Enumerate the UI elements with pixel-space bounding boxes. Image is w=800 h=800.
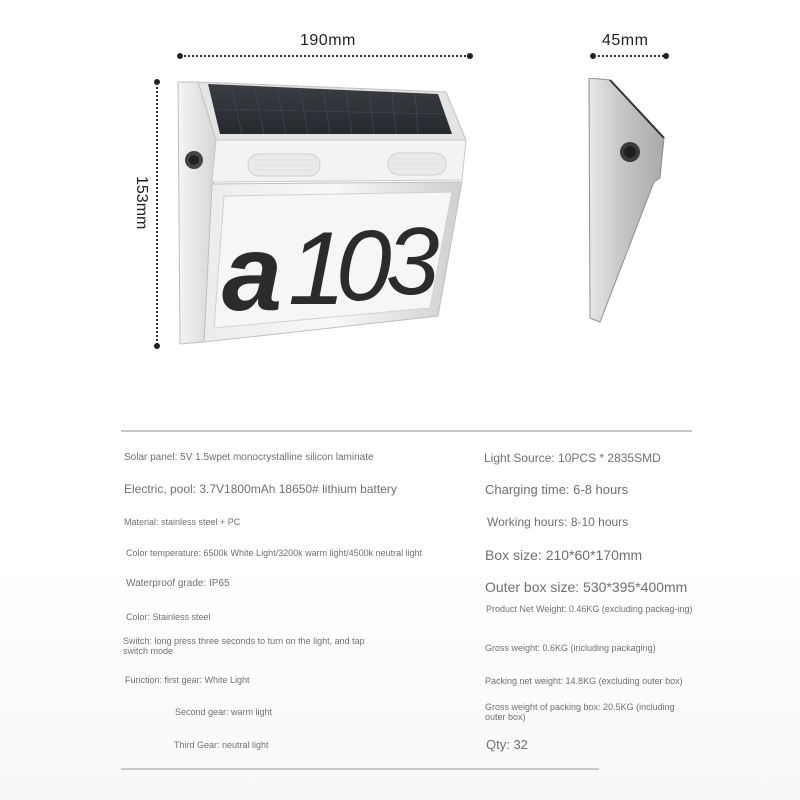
spec-solar-panel: Solar panel: 5V 1.5wpet monocrystalline silicon laminate [124, 452, 374, 463]
spec-box-size: Box size: 210*60*170mm [485, 547, 643, 563]
spec-color: Color: Stainless steel [126, 612, 211, 622]
spec-color-temperature: Color temperature: 6500k White Light/3200k warm light/4500k neutral light [126, 548, 423, 558]
width-dimension-line [181, 55, 469, 57]
solar-house-number-light-side [588, 78, 668, 324]
depth-dimension-label: 45mm [602, 32, 649, 49]
spec-third-gear: Third Gear: neutral light [174, 740, 269, 750]
solar-house-number-light-front [176, 80, 470, 348]
product-front-illustration [176, 80, 470, 348]
spec-waterproof: Waterproof grade: IP65 [126, 578, 230, 589]
spec-material: Material: stainless steel + PC [124, 517, 241, 527]
height-dimension-label: 153mm [133, 176, 150, 230]
width-dimension-label: 190mm [300, 32, 356, 49]
spec-packing-net-weight: Packing net weight: 14.8KG (excluding outer box) [485, 676, 683, 686]
spec-net-weight: Product Net Weight: 0.46KG (excluding packag-ing) [486, 604, 693, 614]
digit-1: 1 [288, 211, 346, 327]
spec-second-gear: Second gear: warm light [175, 707, 273, 717]
spec-quantity: Qty: 32 [486, 737, 528, 752]
product-side-illustration [588, 78, 668, 324]
digit-a: a [222, 212, 283, 333]
spec-charging-time: Charging time: 6-8 hours [485, 482, 629, 497]
dimension-dot [663, 53, 669, 59]
spec-function-first-gear: Function: first gear: White Light [125, 675, 250, 685]
spec-packing-box-gross-weight: Gross weight of packing box: 20.5KG (including outer box) [485, 702, 675, 722]
spec-working-hours: Working hours: 8-10 hours [487, 515, 629, 529]
spec-light-source: Light Source: 10PCS * 2835SMD [484, 451, 661, 465]
spec-switch: Switch: long press three seconds to turn on the light, and tap switch mode [123, 636, 365, 656]
divider-bottom [121, 768, 599, 770]
digit-0: 0 [336, 210, 392, 322]
dimension-dot [467, 53, 473, 59]
depth-dimension-line [594, 55, 664, 57]
divider-top [121, 430, 692, 432]
height-dimension-line [156, 83, 158, 345]
spec-battery: Electric, pool: 3.7V1800mAh 18650# lithium battery [124, 482, 397, 496]
digit-3: 3 [386, 208, 440, 315]
spec-gross-weight: Gross weight: 0.6KG (including packaging) [485, 643, 656, 653]
spec-outer-box-size: Outer box size: 530*395*400mm [485, 579, 688, 595]
dimension-dot [154, 343, 160, 349]
